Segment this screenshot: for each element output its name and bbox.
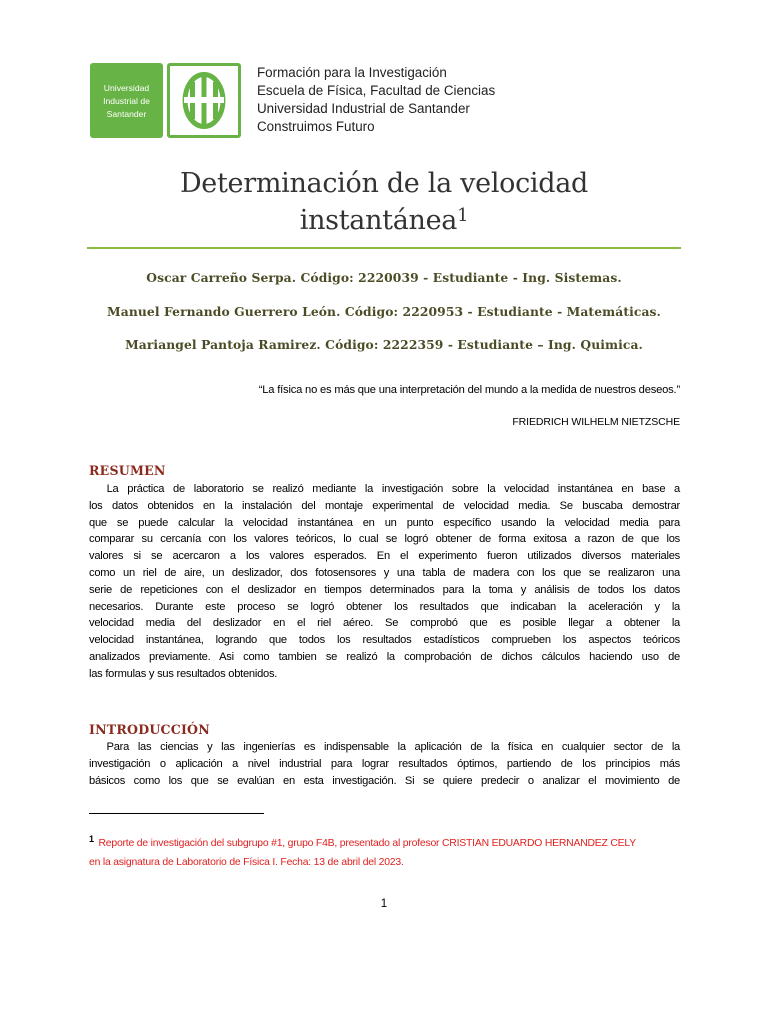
logo-line: Universidad [103,83,150,93]
uis-logo-icon [167,63,241,138]
page-number: 1 [380,898,388,910]
paragraph-line: analizados previamente. Asi como tambien se realizó la comprobación de dichos cálculos haciendo uso de [89,650,680,663]
section-heading-introduccion: INTRODUCCIÓN [89,722,210,737]
header-line: Construimos Futuro [257,119,375,134]
title-line-1: Determinación de la velocidad [179,168,589,199]
author-line: Oscar Carreño Serpa. Código: 2220039 - Estudiante - Ing. Sistemas. [146,270,622,285]
paragraph-line: como un riel de aire, un deslizador, dos fotosensores y una tabla de madera con los que se realizaron una [89,566,680,579]
footnote-separator [89,813,264,814]
institution-header [257,64,495,136]
author-line: Manuel Fernando Guerrero León. Código: 2220953 - Estudiante - Matemáticas. [107,304,661,319]
paragraph-line: investigación o aplicación a nivel industrial para lograr resultados óptimos, partiendo de los principios más [89,757,680,770]
paragraph-line: serie de repeticiones con el deslizador en tiempos determinados para la toma y análisis de todos los datos [89,583,680,596]
footnote-line-2: en la asignatura de Laboratorio de Física I. Fecha: 13 de abril del 2023. [89,857,404,868]
footnote [89,834,689,872]
paragraph-line: las formulas y sus resultados obtenidos. [89,667,278,680]
logo-line: Santander [106,109,147,119]
paragraph-line: La práctica de laboratorio se realizó mediante la investigación sobre la velocidad instantánea en base a [89,483,680,495]
paper-title [84,165,684,239]
resumen-paragraph [89,481,680,683]
university-logo-text-block [90,63,163,138]
paragraph-line: velocidad instantánea, logrando que todos los resultados estadísticos comprueben los aspectos teóricos [89,634,680,647]
paragraph-line: los datos obtenidos en la instalación del montaje experimental de velocidad media. Se buscaba demostrar [89,499,680,512]
title-line-2: instantánea$^1$ [299,205,469,236]
header-line: Universidad Industrial de Santander [257,101,470,116]
footnote-line-1: $^1$ Reporte de investigación del subgrupo #1, grupo F4B, presentado al profesor CRISTIAN EDUARDO HERNANDEZ CELY [89,834,636,849]
author-line: Mariangel Pantoja Ramirez. Código: 2222359 - Estudiante – Ing. Quimica. [125,337,643,352]
header-line: Escuela de Física, Facultad de Ciencias [257,83,496,98]
paragraph-line: que se puede calcular la velocidad instantánea en un punto específico usando la velocidad media para [89,516,680,529]
header-line: Formación para la Investigación [257,65,447,80]
paragraph-line: Para las ciencias y las ingenierías es indispensable la aplicación de la física en cualquier sector de la [89,741,680,753]
section-heading-resumen: RESUMEN [89,463,166,478]
introduccion-paragraph [89,739,680,789]
epigraph-author: FRIEDRICH WILHELM NIETZSCHE [512,416,680,428]
paragraph-line: necesarios. Durante este proceso se logró obtener los resultados que indicaban la aceleración y la [89,600,680,613]
paragraph-line: velocidad media del deslizador en el riel aéreo. Se comprobó que es posible llegar a obtener la [89,617,680,630]
paragraph-line: valores si se acercaron a los valores esperados. En el experimento fueron utilizados diversos materiales [89,550,680,563]
epigraph-quote: “La física no es más que una interpretación del mundo a la medida de nuestros deseos.” [258,384,680,396]
paragraph-line: comparar su cercanía con los valores teóricos, lo cual se logró obtener de forma exitosa a razon de que los [89,533,680,546]
title-footnote-marker[interactable]: 1 [457,205,469,226]
paragraph-line: básicos como los que se evalúan en esta investigación. Si se quiere predecir o analizar el movimiento de [89,774,680,787]
title-divider [87,247,681,249]
footnote-marker: 1 [89,834,94,844]
logo-line: Industrial de [103,96,150,106]
